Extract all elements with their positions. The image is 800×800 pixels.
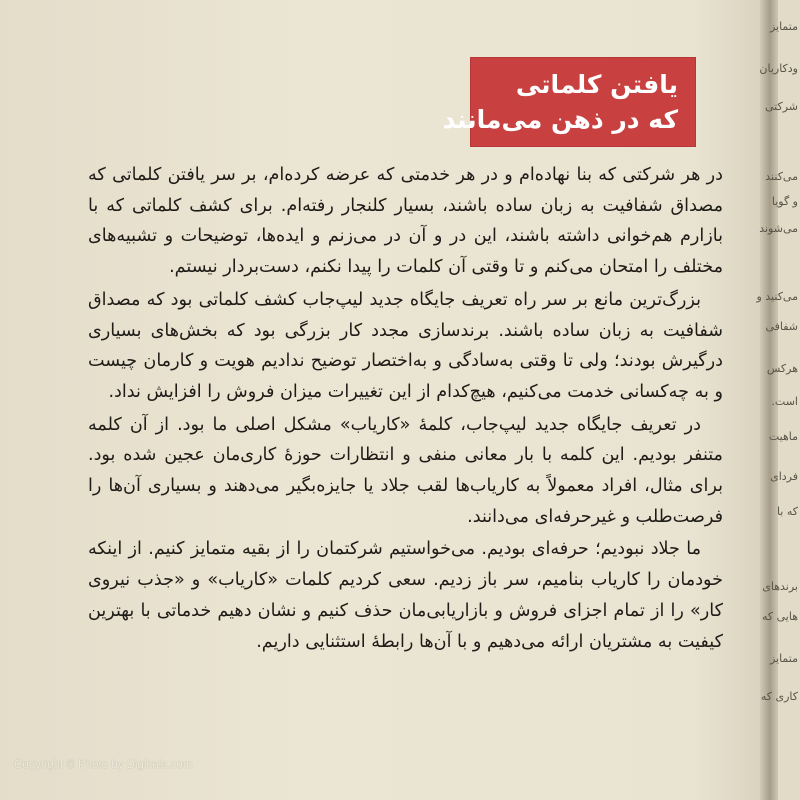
section-heading-line-1: یافتن کلماتی: [515, 70, 678, 99]
adjacent-text: است.: [771, 395, 798, 408]
paragraph: بزرگ‌ترین مانع بر سر راه تعریف جایگاه جدید لیپ‌جاب کشف کلماتی بود که مصداق شفافیت به زبان ساده باشند. برندسازی مجدد کار بزرگی بود که بخش‌های بسیاری درگیرش بودند؛ ولی تا وقتی به‌سادگی و به‌اختصار توضیح ندادیم هویت و کارمان چیست و به چه‌کسانی خدمت می‌کنیم، هیچ‌کدام از این تغییرات میزان فروش را افزایش نداد.: [88, 289, 723, 402]
adjacent-text: و گویا: [771, 195, 798, 208]
copyright-watermark: Copyright © Photo by Digikala.com: [14, 759, 193, 771]
section-heading-line-2: که در ذهن می‌مانند: [442, 105, 678, 134]
adjacent-text: کاری که: [760, 690, 798, 703]
adjacent-text: که با: [776, 505, 798, 518]
adjacent-text: می‌شوند: [759, 222, 798, 235]
adjacent-text: هرکس: [766, 362, 798, 375]
paragraph: در هر شرکتی که بنا نهاده‌ام و در هر خدمتی که عرضه کرده‌ام، بر سر یافتن کلماتی که مصداق شفافیت به زبان ساده باشند، بسیار کلنجار رفته‌ام. برای کشف کلماتی که با بازارم هم‌خوانی داشته باشند، این در و آن در می‌زنم و ایده‌ها، توضیحات و تشبیه‌های مختلف را امتحان می‌کنم و تا وقتی آن کلمات را پیدا نکنم، دست‌بردار نیستم.: [88, 165, 723, 278]
adjacent-text: متمایز: [769, 20, 798, 33]
adjacent-text: فردای: [770, 470, 798, 483]
adjacent-text: ماهیت: [768, 430, 798, 443]
paragraph: در تعریف جایگاه جدید لیپ‌جاب، کلمهٔ «کاریاب» مشکل اصلی ما بود. از آن کلمه متنفر بودیم. این کلمه با بار معانی منفی و انتظارات حوزهٔ کاری‌مان عجین شده بود. برای مثال، افراد معمولاً به کاریاب‌ها لقب جلاد یا جایزه‌بگیر می‌دهند و بسیاری آن‌ها را فرصت‌طلب و غیرحرفه‌ای می‌دانند.: [88, 414, 723, 527]
adjacent-text: متمایز: [769, 652, 798, 665]
adjacent-text: ودکاریان: [759, 62, 798, 75]
adjacent-text: شفافی: [765, 320, 798, 333]
body-text: [88, 160, 723, 659]
adjacent-text: شرکتی: [764, 100, 798, 113]
paragraph: ما جلاد نبودیم؛ حرفه‌ای بودیم. می‌خواستیم شرکتمان را از بقیه متمایز کنیم. از اینکه خودمان را کاریاب بنامیم، سر باز زدیم. سعی کردیم کلمات «کاریاب» و «جذب نیروی کار» را از تمام اجزای فروش و بازاریابی‌مان حذف کنیم و نشان دهیم خدماتی با بهترین کیفیت به مشتریان ارائه می‌دهیم و با آن‌ها رابطهٔ استثنایی داریم.: [88, 539, 723, 652]
adjacent-text: می‌کنید و: [756, 290, 798, 303]
adjacent-text: هایی که: [761, 610, 798, 623]
adjacent-text: برندهای: [762, 580, 798, 593]
adjacent-page-edge: [756, 0, 800, 800]
section-heading-box: [442, 57, 696, 147]
adjacent-text: می‌کنند: [765, 170, 798, 183]
